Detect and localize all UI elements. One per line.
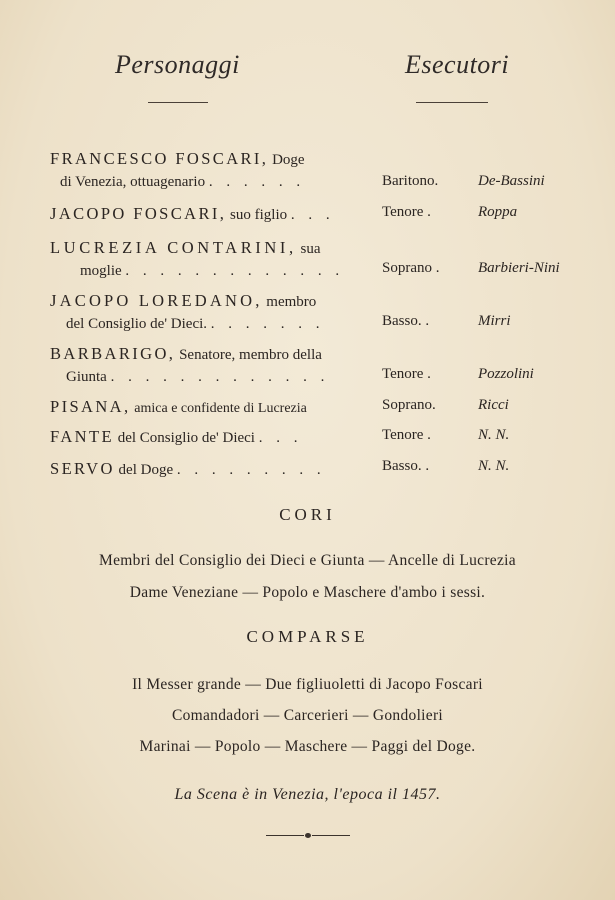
performer-name: Ricci — [478, 397, 509, 413]
cast-row-francesco-foscari — [50, 148, 350, 193]
character-name: PISANA, — [50, 397, 131, 416]
leader-dots: . . . . . . . . . . . . . — [125, 263, 345, 279]
voice-type: Baritono. — [382, 173, 439, 189]
characters-heading: Personaggi — [115, 50, 240, 79]
character-name: SERVO — [50, 459, 115, 478]
cast-row-jacopo-loredano — [50, 290, 350, 335]
performer-name: Barbieri-Nini — [478, 260, 560, 276]
voice-type: Tenore . — [382, 427, 431, 443]
leader-dots: . . . . . . . — [210, 316, 325, 332]
character-description: suo figlio — [230, 207, 288, 223]
cast-row-pisana — [50, 396, 370, 420]
character-name: BARBARIGO, — [50, 344, 176, 363]
voice-type: Soprano . — [382, 260, 440, 276]
cast-row-jacopo-foscari — [50, 203, 350, 226]
cori-heading: CORI — [279, 505, 336, 524]
comparse-line-1: Il Messer grande — Due figliuoletti di Jacopo Foscari — [132, 676, 483, 693]
cast-row-barbarigo — [50, 343, 350, 388]
voice-type: Basso. . — [382, 458, 430, 474]
leader-dots: . . . . . . . . . . . . . — [110, 369, 330, 385]
character-name: FRANCESCO FOSCARI, — [50, 149, 269, 168]
voice-type: Basso. . — [382, 313, 430, 329]
character-description-cont: moglie — [80, 263, 122, 279]
cast-row-servo — [50, 458, 350, 481]
cast-row-lucrezia-contarini — [50, 237, 350, 282]
character-description-cont: Giunta — [66, 369, 107, 385]
cast-row-fante — [50, 426, 350, 449]
voice-type: Soprano. — [382, 397, 436, 413]
leader-dots: . . . — [258, 430, 303, 446]
performer-name: N. N. — [478, 458, 510, 474]
performer-name: De-Bassini — [478, 173, 545, 189]
comparse-line-2: Comandadori — Carcerieri — Gondolieri — [171, 707, 444, 724]
performer-name: Mirri — [478, 313, 511, 329]
character-name: JACOPO FOSCARI, — [50, 204, 227, 223]
leader-dots: . . . . . . . . . — [176, 462, 326, 478]
characters-heading-rule — [148, 102, 208, 103]
leader-dots: . . . — [290, 207, 335, 223]
character-description: membro — [266, 294, 317, 310]
comparse-line-3: Marinai — Popolo — Maschere — Paggi del Doge. — [139, 738, 476, 755]
performer-name: Roppa — [478, 204, 518, 220]
performer-name: Pozzolini — [478, 366, 534, 382]
character-name: JACOPO LOREDANO, — [50, 291, 263, 310]
character-description: del Doge — [118, 462, 174, 478]
cori-line-1: Membri del Consiglio dei Dieci e Giunta — Ancelle di Lucrezia — [99, 552, 516, 569]
voice-type: Tenore . — [382, 204, 431, 220]
character-name: FANTE — [50, 427, 114, 446]
scene-setting: La Scena è in Venezia, l'epoca il 1457. — [174, 786, 441, 803]
voice-type: Tenore . — [382, 366, 431, 382]
character-description: del Consiglio de' Dieci — [117, 430, 255, 446]
leader-dots: . . . . . . — [208, 174, 306, 190]
performers-heading: Esecutori — [405, 50, 510, 79]
character-description-cont: di Venezia, ottuagenario — [60, 174, 206, 190]
character-description: amica e confidente di Lucrezia — [134, 401, 307, 416]
ornamental-rule — [266, 833, 350, 839]
character-description: sua — [300, 241, 321, 257]
performers-heading-rule — [416, 102, 488, 103]
cori-line-2: Dame Veneziane — Popolo e Maschere d'ambo i sessi. — [129, 584, 486, 601]
character-description: Doge — [272, 152, 305, 168]
character-name: LUCREZIA CONTARINI, — [50, 238, 297, 257]
character-description: Senatore, membro della — [179, 347, 322, 363]
performer-name: N. N. — [478, 427, 510, 443]
character-description-cont: del Consiglio de' Dieci. — [66, 316, 208, 332]
comparse-heading: COMPARSE — [246, 627, 369, 646]
